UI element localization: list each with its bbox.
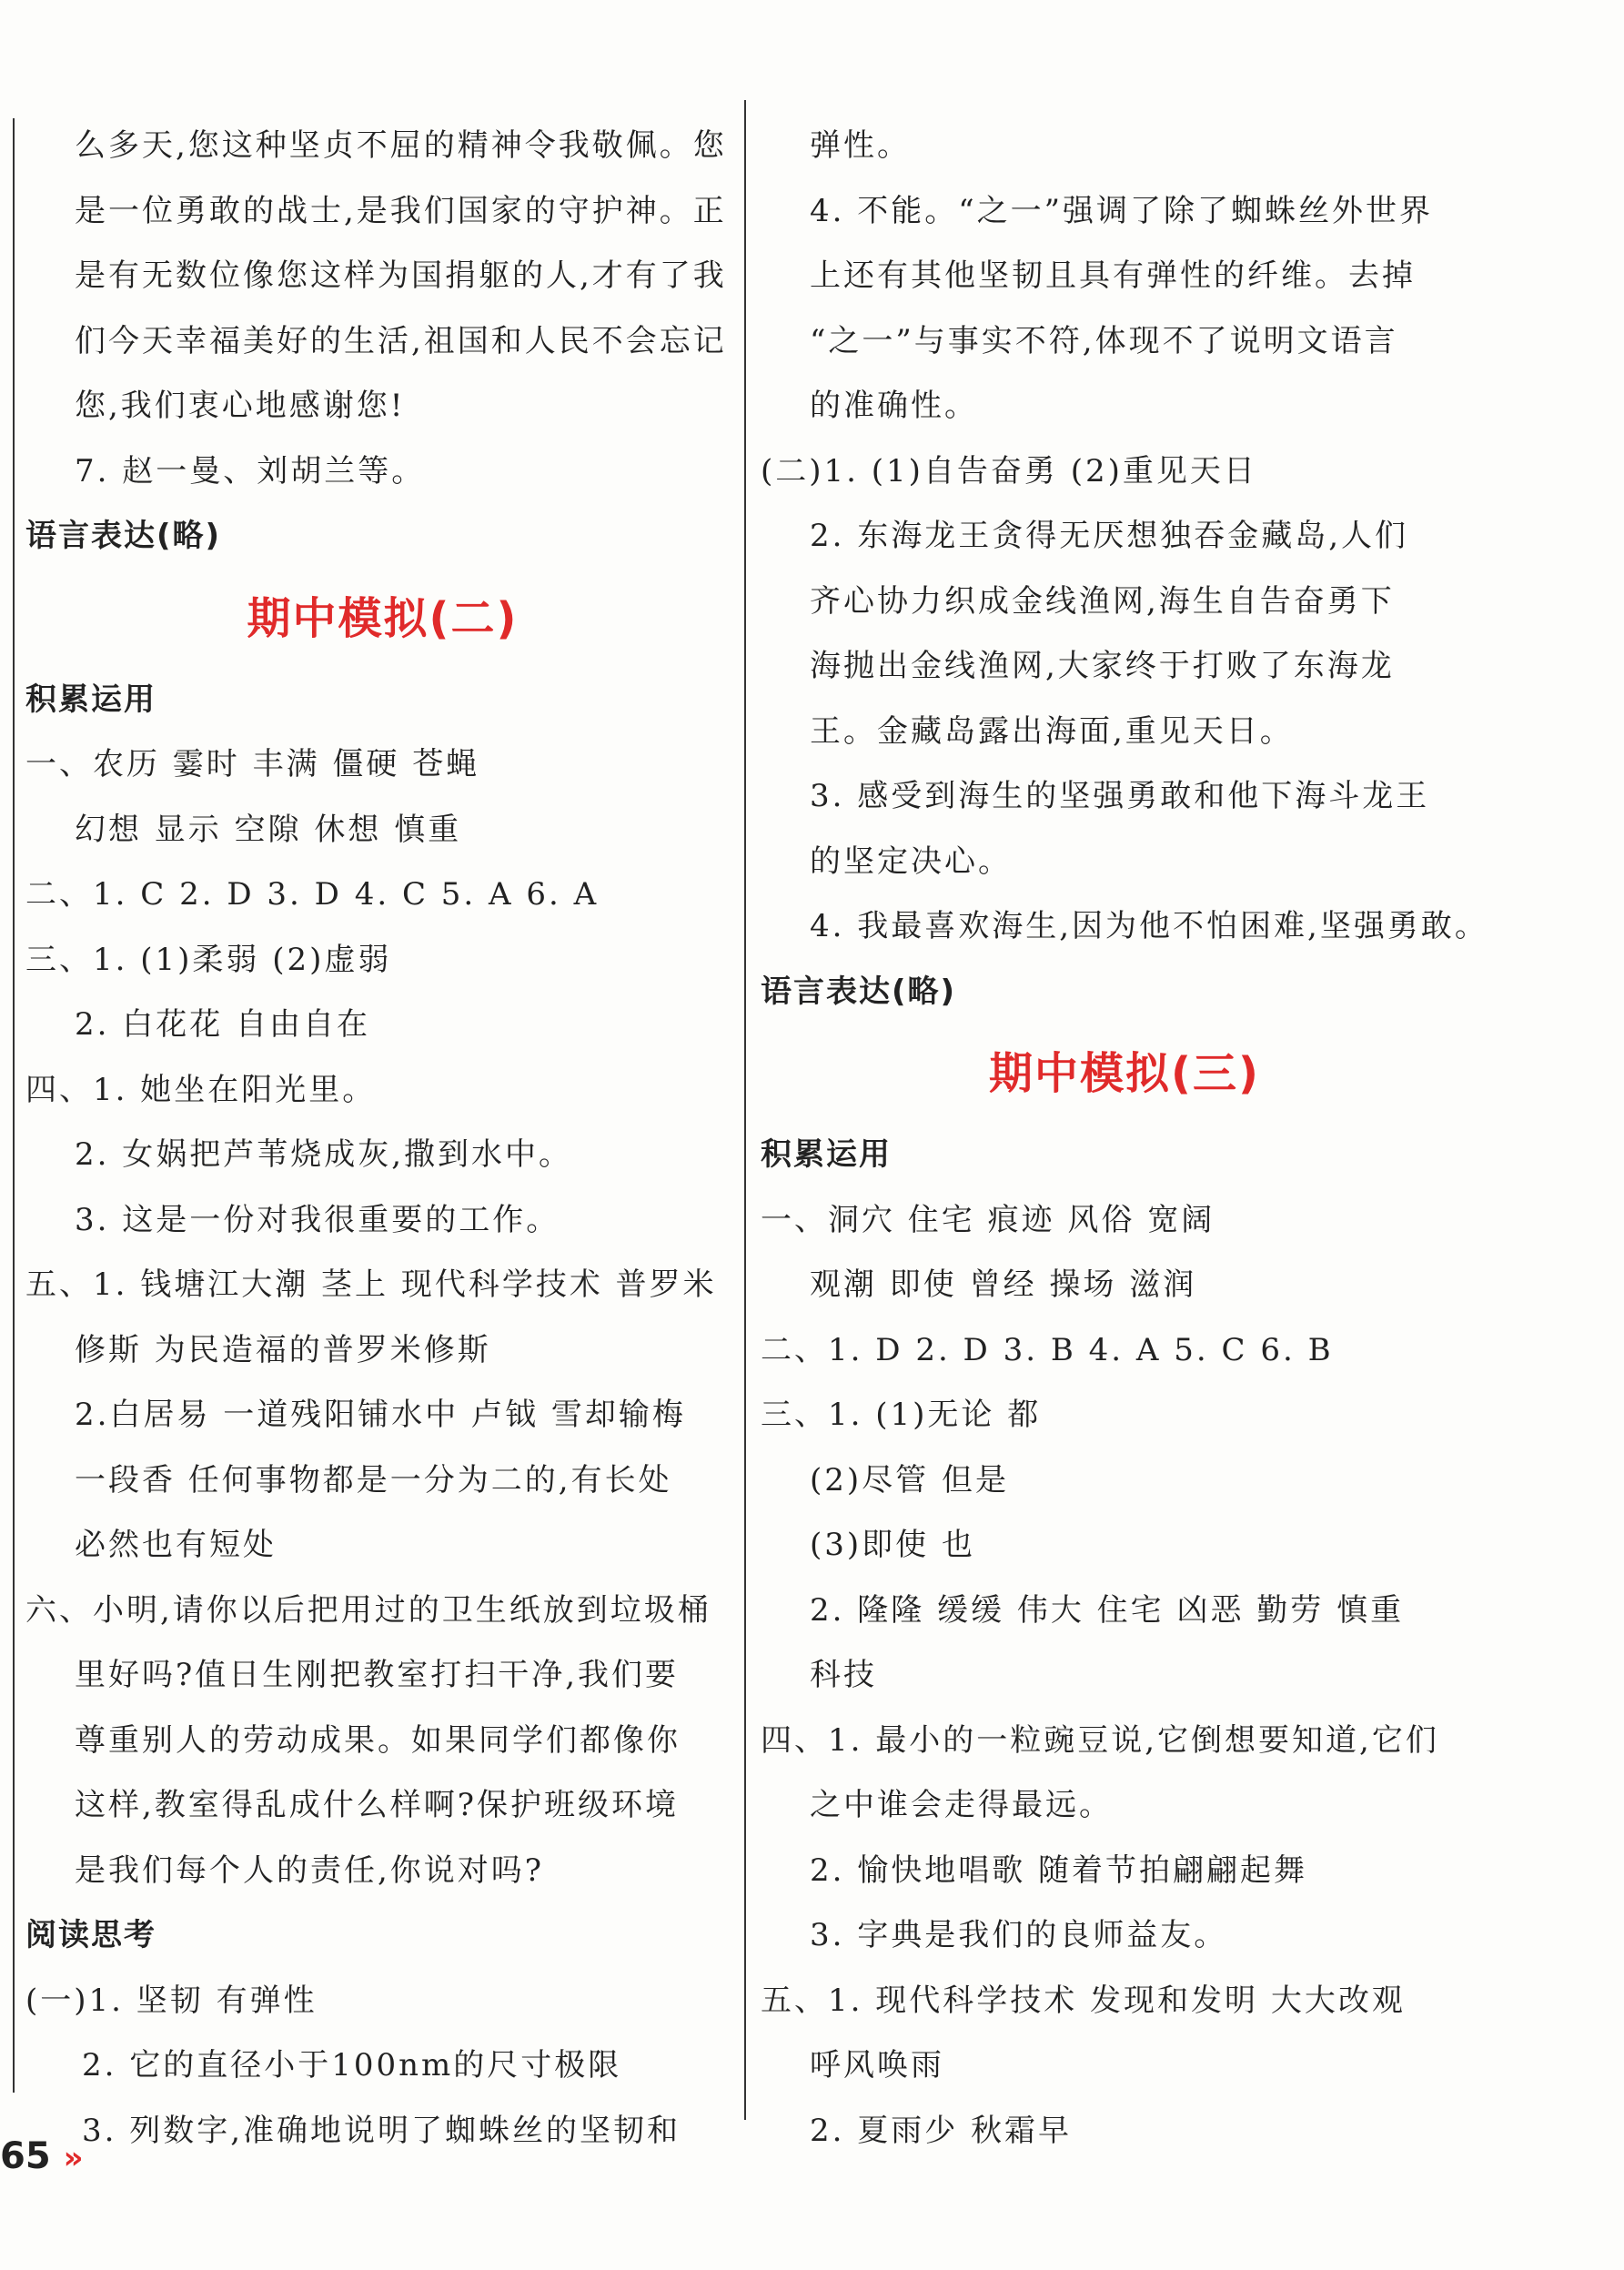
answer-line: 3. 字典是我们的良师益友。	[810, 1917, 1228, 1953]
answer-line: 五、1. 现代科学技术 发现和发明 大大改观	[761, 1982, 1406, 2019]
answer-line: 幻想 显示 空隙 休想 慎重	[75, 811, 462, 848]
answer-line: 是我们每个人的责任,你说对吗?	[75, 1851, 545, 1889]
answer-line: 2. 愉快地唱歌 随着节拍翩翩起舞	[810, 1851, 1308, 1889]
answer-line: 呼风唤雨	[810, 2047, 944, 2083]
answer-line: 三、1. (1)无论 都	[761, 1397, 1042, 1433]
answer-line: 3. 感受到海生的坚强勇敢和他下海斗龙王	[810, 778, 1430, 814]
section-title: 期中模拟(三)	[989, 1048, 1260, 1099]
answer-line: 海抛出金线渔网,大家终于打败了东海龙	[810, 648, 1395, 684]
answer-line: 是一位勇敢的战士,是我们国家的守护神。正	[75, 192, 727, 229]
page-number: 65	[0, 2135, 51, 2177]
section-heading: 语言表达(略)	[761, 973, 957, 1010]
answer-line: 4. 不能。“之一”强调了除了蜘蛛丝外世界	[810, 192, 1434, 229]
section-heading: 积累运用	[761, 1136, 892, 1173]
answer-line: 二、1. C 2. D 3. D 4. C 5. A 6. A	[25, 876, 600, 913]
answer-line: “之一”与事实不符,体现不了说明文语言	[810, 322, 1398, 359]
answer-line: 三、1. (1)柔弱 (2)虚弱	[25, 941, 392, 978]
answer-line: 4. 我最喜欢海生,因为他不怕困难,坚强勇敢。	[810, 908, 1488, 944]
answer-line: 尊重别人的劳动成果。如果同学们都像你	[75, 1721, 681, 1759]
left-column	[25, 114, 740, 2164]
answer-line: 科技	[810, 1657, 877, 1693]
answer-line: 么多天,您这种坚贞不屈的精神令我敬佩。您	[75, 127, 727, 164]
answer-line: (一)1. 坚韧 有弹性	[25, 1982, 318, 2019]
answer-line: 一段香 任何事物都是一分为二的,有长处	[75, 1461, 672, 1498]
section-heading: 阅读思考	[25, 1917, 156, 1953]
answer-line: (二)1. (1)自告奋勇 (2)重见天日	[761, 452, 1257, 489]
answer-line: 观潮 即使 曾经 操场 滋润	[810, 1266, 1197, 1303]
answer-line: 2. 东海龙王贪得无厌想独吞金藏岛,人们	[810, 518, 1409, 554]
answer-line: 2.白居易 一道残阳铺水中 卢钺 雪却输梅	[75, 1397, 686, 1433]
answer-line: 王。金藏岛露出海面,重见天日。	[810, 712, 1294, 750]
answer-line: 六、小明,请你以后把用过的卫生纸放到垃圾桶	[25, 1591, 711, 1629]
left-border-rule	[13, 118, 15, 2093]
answer-line: 之中谁会走得最远。	[810, 1787, 1113, 1823]
answer-line: 2. 女娲把芦苇烧成灰,撒到水中。	[75, 1136, 573, 1173]
answer-line: 五、1. 钱塘江大潮 茎上 现代科学技术 普罗米	[25, 1266, 717, 1303]
answer-line: 2. 白花花 自由自在	[75, 1006, 371, 1043]
answer-line: 2. 夏雨少 秋霜早	[810, 2112, 1073, 2149]
section-heading: 积累运用	[25, 681, 156, 718]
page-footer	[0, 2129, 78, 2184]
column-divider	[744, 100, 746, 2120]
answer-line: 一、洞穴 住宅 痕迹 风俗 宽阔	[761, 1201, 1215, 1238]
answer-line: 一、农历 霎时 丰满 僵硬 苍蝇	[25, 746, 480, 782]
answer-line: 齐心协力织成金线渔网,海生自告奋勇下	[810, 582, 1395, 620]
answer-line: 们今天幸福美好的生活,祖国和人民不会忘记	[75, 322, 727, 359]
answer-line: 3. 列数字,准确地说明了蜘蛛丝的坚韧和	[82, 2112, 681, 2149]
answer-line: (2)尽管 但是	[810, 1461, 1009, 1498]
answer-line: 二、1. D 2. D 3. B 4. A 5. C 6. B	[761, 1331, 1334, 1368]
answer-line: 弹性。	[810, 127, 911, 164]
answer-line: 这样,教室得乱成什么样啊?保护班级环境	[75, 1787, 680, 1823]
section-title: 期中模拟(二)	[247, 592, 519, 644]
answer-line: 四、1. 她坐在阳光里。	[25, 1071, 377, 1108]
answer-line: (3)即使 也	[810, 1527, 975, 1563]
answer-line: 7. 赵一曼、刘胡兰等。	[75, 452, 426, 489]
answer-line: 3. 这是一份对我很重要的工作。	[75, 1201, 560, 1238]
answer-line: 2. 隆隆 缓缓 伟大 住宅 凶恶 勤劳 慎重	[810, 1591, 1405, 1629]
answer-line: 修斯 为民造福的普罗米修斯	[75, 1331, 491, 1368]
answer-line: 的坚定决心。	[810, 842, 1012, 880]
right-column	[761, 114, 1488, 2164]
answer-line: 2. 它的直径小于100nm的尺寸极限	[82, 2047, 622, 2083]
answer-line: 您,我们衷心地感谢您!	[75, 388, 406, 424]
double-chevron-icon: »	[63, 2140, 78, 2176]
answer-line: 必然也有短处	[75, 1527, 277, 1563]
answer-line: 四、1. 最小的一粒豌豆说,它倒想要知道,它们	[761, 1721, 1439, 1759]
answer-line: 里好吗?值日生刚把教室打扫干净,我们要	[75, 1657, 680, 1693]
answer-line: 的准确性。	[810, 388, 978, 424]
answer-line: 是有无数位像您这样为国捐躯的人,才有了我	[75, 257, 727, 294]
section-heading: 语言表达(略)	[25, 518, 222, 554]
answer-line: 上还有其他坚韧且具有弹性的纤维。去掉	[810, 257, 1416, 294]
